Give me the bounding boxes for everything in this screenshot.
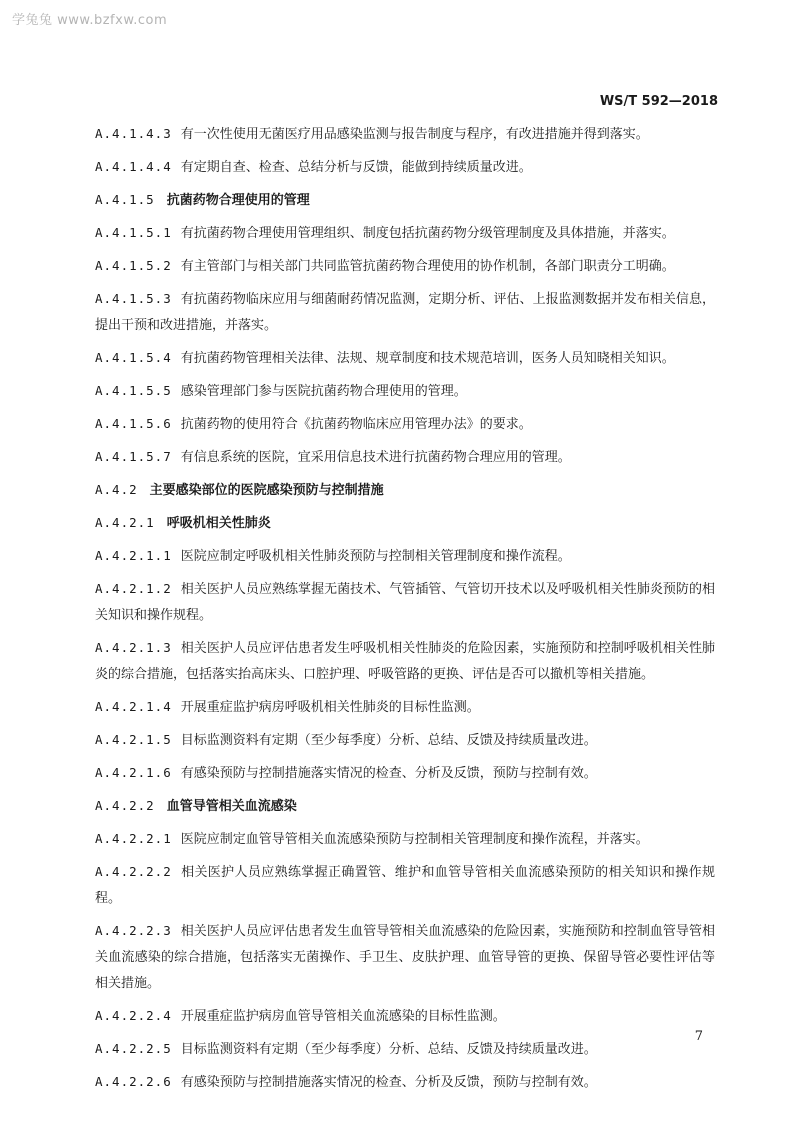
- clause-A.4.2.2.3: A.4.2.2.3 相关医护人员应评估患者发生血管导管相关血流感染的危险因素，实施预防和控制血管导管相关血流感染的综合措施，包括落实无菌操作、手卫生、皮肤护理、血管导管的更换、保留导管必要性评估等相关措施。: [95, 923, 715, 991]
- clause-A.4.1.5.7: A.4.1.5.7 有信息系统的医院，宜采用信息技术进行抗菌药物合理应用的管理。: [95, 449, 571, 465]
- clause-A.4.1.5.5: A.4.1.5.5 感染管理部门参与医院抗菌药物合理使用的管理。: [95, 383, 467, 399]
- section-heading-A.4.2.2: A.4.2.2 血管导管相关血流感染: [95, 798, 297, 814]
- clause-A.4.2.2.1: A.4.2.2.1 医院应制定血管导管相关血流感染预防与控制相关管理制度和操作流程，并落实。: [95, 831, 649, 847]
- clause-A.4.1.5.3: A.4.1.5.3 有抗菌药物临床应用与细菌耐药情况监测，定期分析、评估、上报监测数据并发布相关信息，提出干预和改进措施，并落实。: [95, 291, 715, 333]
- clause-A.4.2.1.3: A.4.2.1.3 相关医护人员应评估患者发生呼吸机相关性肺炎的危险因素，实施预防和控制呼吸机相关性肺炎的综合措施，包括落实抬高床头、口腔护理、呼吸管路的更换、评估是否可以撤机等相关措施。: [95, 640, 715, 682]
- clause-A.4.2.2.5: A.4.2.2.5 目标监测资料有定期（至少每季度）分析、总结、反馈及持续质量改进。: [95, 1041, 597, 1057]
- clause-A.4.1.5.2: A.4.1.5.2 有主管部门与相关部门共同监管抗菌药物合理使用的协作机制，各部门职责分工明确。: [95, 258, 675, 274]
- page-number: 7: [694, 1029, 703, 1044]
- clause-A.4.1.4.3: A.4.1.4.3 有一次性使用无菌医疗用品感染监测与报告制度与程序，有改进措施并得到落实。: [95, 126, 649, 142]
- section-heading-A.4.2.1: A.4.2.1 呼吸机相关性肺炎: [95, 515, 271, 531]
- clause-A.4.2.2.4: A.4.2.2.4 开展重症监护病房血管导管相关血流感染的目标性监测。: [95, 1008, 506, 1024]
- clause-A.4.2.1.4: A.4.2.1.4 开展重症监护病房呼吸机相关性肺炎的目标性监测。: [95, 699, 480, 715]
- clause-A.4.2.2.2: A.4.2.2.2 相关医护人员应熟练掌握正确置管、维护和血管导管相关血流感染预防的相关知识和操作规程。: [95, 864, 715, 906]
- document-code: WS/T 592—2018: [599, 94, 718, 109]
- clause-A.4.2.1.1: A.4.2.1.1 医院应制定呼吸机相关性肺炎预防与控制相关管理制度和操作流程。: [95, 548, 571, 564]
- clause-A.4.2.1.2: A.4.2.1.2 相关医护人员应熟练掌握无菌技术、气管插管、气管切开技术以及呼吸机相关性肺炎预防的相关知识和操作规程。: [95, 581, 715, 623]
- watermark: 学兔兔 www.bzfxw.com: [12, 13, 168, 28]
- clause-A.4.2.1.6: A.4.2.1.6 有感染预防与控制措施落实情况的检查、分析及反馈，预防与控制有效。: [95, 765, 597, 781]
- clause-A.4.1.5.6: A.4.1.5.6 抗菌药物的使用符合《抗菌药物临床应用管理办法》的要求。: [95, 416, 532, 432]
- clause-A.4.2.1.5: A.4.2.1.5 目标监测资料有定期（至少每季度）分析、总结、反馈及持续质量改进。: [95, 732, 597, 748]
- clause-A.4.1.5.4: A.4.1.5.4 有抗菌药物管理相关法律、法规、规章制度和技术规范培训，医务人员知晓相关知识。: [95, 350, 675, 366]
- clause-A.4.1.5.1: A.4.1.5.1 有抗菌药物合理使用管理组织、制度包括抗菌药物分级管理制度及具体措施，并落实。: [95, 225, 675, 241]
- clause-A.4.2.2.6: A.4.2.2.6 有感染预防与控制措施落实情况的检查、分析及反馈，预防与控制有效。: [95, 1074, 597, 1090]
- section-heading-A.4.2: A.4.2 主要感染部位的医院感染预防与控制措施: [95, 482, 384, 498]
- clause-A.4.1.4.4: A.4.1.4.4 有定期自查、检查、总结分析与反馈，能做到持续质量改进。: [95, 159, 532, 175]
- document-body: [95, 121, 715, 1102]
- section-heading-A.4.1.5: A.4.1.5 抗菌药物合理使用的管理: [95, 192, 310, 208]
